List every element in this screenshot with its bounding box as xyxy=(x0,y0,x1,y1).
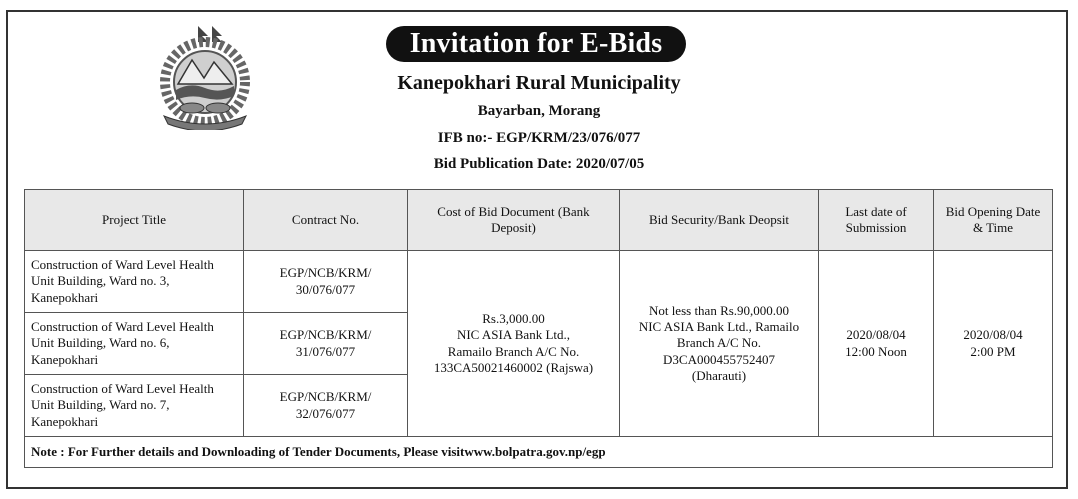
last-date-cell xyxy=(819,251,934,437)
security-account: D3CA000455752407 xyxy=(663,351,775,367)
organization-name: Kanepokhari Rural Municipality xyxy=(397,72,681,94)
bids-table xyxy=(24,189,1053,468)
header-last-date: Last date of Submission xyxy=(819,190,934,251)
cost-amount: Rs.3,000.00 xyxy=(482,311,545,326)
note-text: Note : For Further details and Downloading of Tender Documents, Please visitwww.bolpatra.gov.np/egp xyxy=(25,437,1053,468)
project-title-cell: Construction of Ward Level Health Unit Building, Ward no. 6, Kanepokhari xyxy=(25,313,244,375)
header-security: Bid Security/Bank Deopsit xyxy=(620,190,819,251)
table-header-row xyxy=(25,190,1053,251)
opening-date: 2020/08/04 xyxy=(963,327,1023,343)
security-cell xyxy=(620,251,819,437)
contract-no-cell: EGP/NCB/KRM/ 30/076/077 xyxy=(244,251,408,313)
contract-no-cell: EGP/NCB/KRM/ 32/076/077 xyxy=(244,375,408,437)
notice-title: Invitation for E-Bids xyxy=(386,26,686,62)
ifb-number: IFB no:- EGP/KRM/23/076/077 xyxy=(437,130,641,146)
cost-cell xyxy=(408,251,620,437)
header-project-title: Project Title xyxy=(25,190,244,251)
opening-cell xyxy=(934,251,1053,437)
project-title-cell: Construction of Ward Level Health Unit Building, Ward no. 3, Kanepokhari xyxy=(25,251,244,313)
cost-account: 133CA50021460002 (Rajswa) xyxy=(433,359,594,375)
header-opening: Bid Opening Date & Time xyxy=(934,190,1053,251)
security-amount: Not less than Rs.90,000.00 xyxy=(648,302,790,318)
note-row xyxy=(25,437,1053,468)
security-bank: NIC ASIA Bank Ltd., Ramailo xyxy=(638,319,800,335)
header-cost: Cost of Bid Document (Bank Deposit) xyxy=(408,190,620,251)
project-title-cell: Construction of Ward Level Health Unit Building, Ward no. 7, Kanepokhari xyxy=(25,375,244,437)
last-time: 12:00 Noon xyxy=(845,343,907,359)
contract-no-cell: EGP/NCB/KRM/ 31/076/077 xyxy=(244,313,408,375)
cost-branch: Ramailo Branch A/C No. xyxy=(447,343,580,359)
security-branch: Branch A/C No. xyxy=(676,335,762,351)
opening-time: 2:00 PM xyxy=(970,343,1016,359)
publication-date: Bid Publication Date: 2020/07/05 xyxy=(433,156,645,172)
organization-address: Bayarban, Morang xyxy=(477,103,601,119)
cost-bank: NIC ASIA Bank Ltd., xyxy=(456,327,571,343)
security-label: (Dharauti) xyxy=(691,367,747,383)
last-date: 2020/08/04 xyxy=(846,327,906,343)
table-row xyxy=(25,251,1053,313)
header-contract-no: Contract No. xyxy=(244,190,408,251)
